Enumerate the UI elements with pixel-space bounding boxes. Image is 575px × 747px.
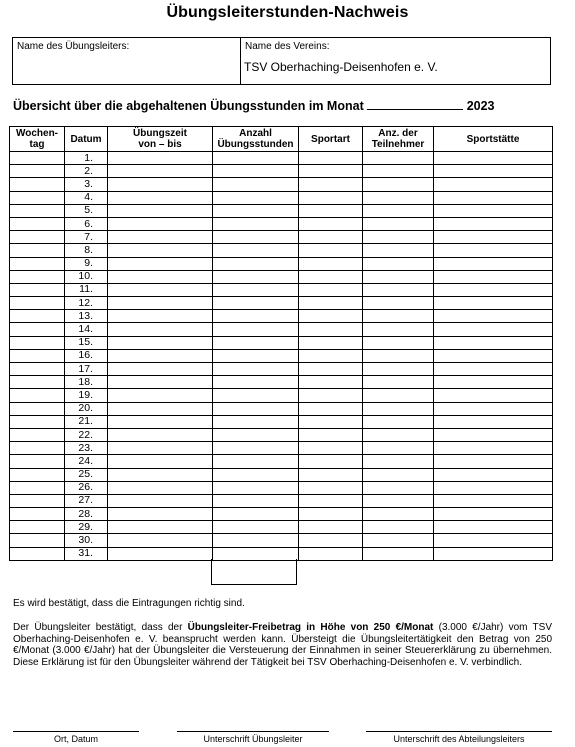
cell-sport[interactable] [299,310,363,323]
cell-sport[interactable] [299,297,363,310]
cell-venue[interactable] [434,415,553,428]
cell-venue[interactable] [434,270,553,283]
cell-venue[interactable] [434,521,553,534]
cell-venue[interactable] [434,323,553,336]
cell-hours[interactable] [213,534,299,547]
cell-time[interactable] [108,481,213,494]
cell-venue[interactable] [434,402,553,415]
cell-venue[interactable] [434,244,553,257]
cell-time[interactable] [108,257,213,270]
cell-date: 29. [65,521,108,534]
dept-head-signature-label: Unterschrift des Abteilungsleiters [393,734,525,744]
cell-sport[interactable] [299,508,363,521]
column-header-date: Datum [65,127,108,152]
cell-sport[interactable] [299,257,363,270]
cell-sport[interactable] [299,323,363,336]
cell-date: 30. [65,534,108,547]
cell-sport[interactable] [299,363,363,376]
month-blank-line[interactable] [367,98,463,110]
cell-date: 9. [65,257,108,270]
cell-hours[interactable] [213,415,299,428]
cell-hours[interactable] [213,336,299,349]
cell-hours[interactable] [213,204,299,217]
cell-sport[interactable] [299,191,363,204]
cell-weekday[interactable] [10,521,65,534]
cell-time[interactable] [108,191,213,204]
cell-time[interactable] [108,402,213,415]
cell-sport[interactable] [299,336,363,349]
cell-date: 12. [65,297,108,310]
cell-date: 20. [65,402,108,415]
table-row [10,152,553,165]
cell-participants[interactable] [363,323,434,336]
cell-sport[interactable] [299,349,363,362]
trainer-name-label: Name des Übungsleiters: [17,41,130,52]
table-row [10,442,553,455]
cell-sport[interactable] [299,178,363,191]
club-name-label: Name des Vereins: [245,41,330,52]
cell-participants[interactable] [363,508,434,521]
cell-venue[interactable] [434,508,553,521]
cell-weekday[interactable] [10,468,65,481]
cell-venue[interactable] [434,297,553,310]
cell-time[interactable] [108,283,213,296]
cell-weekday[interactable] [10,428,65,441]
cell-weekday[interactable] [10,547,65,560]
cell-weekday[interactable] [10,270,65,283]
signature-place-date[interactable] [13,731,139,744]
cell-sport[interactable] [299,494,363,507]
cell-weekday[interactable] [10,165,65,178]
cell-time[interactable] [108,152,213,165]
cell-date: 3. [65,178,108,191]
cell-date: 22. [65,428,108,441]
table-row [10,494,553,507]
cell-hours[interactable] [213,270,299,283]
table-row [10,468,553,481]
cell-participants[interactable] [363,521,434,534]
cell-venue[interactable] [434,231,553,244]
cell-hours[interactable] [213,231,299,244]
cell-sport[interactable] [299,534,363,547]
cell-time[interactable] [108,231,213,244]
overview-year: 2023 [466,99,495,113]
cell-sport[interactable] [299,521,363,534]
confirmation-text: Es wird bestätigt, dass die Eintragungen richtig sind. [13,598,245,609]
cell-hours[interactable] [213,455,299,468]
table-row [10,270,553,283]
table-row [10,481,553,494]
cell-time[interactable] [108,415,213,428]
table-row [10,376,553,389]
cell-sport[interactable] [299,283,363,296]
cell-participants[interactable] [363,178,434,191]
cell-weekday[interactable] [10,415,65,428]
cell-sport[interactable] [299,152,363,165]
cell-weekday[interactable] [10,455,65,468]
table-row [10,349,553,362]
table-header-row [10,127,553,152]
place-date-label: Ort, Datum [53,734,98,744]
cell-participants[interactable] [363,349,434,362]
club-name-value[interactable]: TSV Oberhaching-Deisenhofen e. V. [244,60,438,74]
table-row [10,508,553,521]
column-header-weekday: Wochen- tag [10,127,65,152]
cell-date: 8. [65,244,108,257]
cell-time[interactable] [108,468,213,481]
cell-time[interactable] [108,442,213,455]
cell-time[interactable] [108,204,213,217]
cell-date: 14. [65,323,108,336]
table-row [10,283,553,296]
cell-participants[interactable] [363,297,434,310]
cell-participants[interactable] [363,428,434,441]
cell-weekday[interactable] [10,376,65,389]
cell-weekday[interactable] [10,323,65,336]
table-row [10,257,553,270]
cell-participants[interactable] [363,191,434,204]
cell-participants[interactable] [363,547,434,560]
cell-participants[interactable] [363,481,434,494]
cell-time[interactable] [108,508,213,521]
cell-venue[interactable] [434,547,553,560]
table-row [10,336,553,349]
page-title: Übungsleiterstunden-Nachweis [166,4,409,21]
signature-line [366,731,552,732]
cell-weekday[interactable] [10,191,65,204]
cell-hours[interactable] [213,191,299,204]
cell-hours[interactable] [213,349,299,362]
cell-time[interactable] [108,547,213,560]
table-row [10,455,553,468]
cell-sport[interactable] [299,468,363,481]
table-row [10,402,553,415]
cell-time[interactable] [108,270,213,283]
cell-hours[interactable] [213,521,299,534]
cell-participants[interactable] [363,389,434,402]
cell-date: 26. [65,481,108,494]
column-header-participants: Anz. der Teilnehmer [363,127,434,152]
cell-participants[interactable] [363,204,434,217]
cell-participants[interactable] [363,402,434,415]
cell-venue[interactable] [434,152,553,165]
cell-participants[interactable] [363,494,434,507]
cell-sport[interactable] [299,231,363,244]
cell-hours[interactable] [213,442,299,455]
cell-weekday[interactable] [10,244,65,257]
cell-participants[interactable] [363,468,434,481]
table-row [10,428,553,441]
signature-trainer[interactable] [177,731,329,744]
cell-sport[interactable] [299,442,363,455]
cell-hours[interactable] [213,323,299,336]
table-row [10,204,553,217]
cell-date: 27. [65,494,108,507]
cell-weekday[interactable] [10,349,65,362]
cell-hours[interactable] [213,257,299,270]
cell-venue[interactable] [434,363,553,376]
cell-weekday[interactable] [10,231,65,244]
signature-dept-head[interactable] [366,731,552,744]
cell-participants[interactable] [363,376,434,389]
cell-date: 15. [65,336,108,349]
total-hours-box[interactable] [211,559,297,585]
cell-hours[interactable] [213,152,299,165]
cell-date: 1. [65,152,108,165]
cell-weekday[interactable] [10,494,65,507]
cell-time[interactable] [108,389,213,402]
cell-date: 6. [65,217,108,230]
table-row [10,178,553,191]
cell-time[interactable] [108,310,213,323]
cell-time[interactable] [108,428,213,441]
cell-venue[interactable] [434,257,553,270]
cell-weekday[interactable] [10,442,65,455]
trainer-name-field[interactable] [13,38,241,84]
table-row [10,231,553,244]
declaration-part2: (3.000 €/Jahr) vom TSV Oberhaching-Deisenhofen e. V. beansprucht werden kann. Übersteigt die Übungsleitertätigkeit den Betrag von 250 €/Monat (3.000 €/Jahr) hat der Übungsleiter die Versteuerung der Einnahmen in seiner Steuererklärung zu übernehmen. Diese Erklärung ist für den Übungsleiter während der Tätigkeit bei TSV Oberhaching-Deisenhofen e. V. verbindlich. [13,622,552,668]
declaration-part1: Der Übungsleiter bestätigt, dass der [13,622,188,633]
cell-time[interactable] [108,297,213,310]
cell-time[interactable] [108,455,213,468]
cell-weekday[interactable] [10,297,65,310]
cell-hours[interactable] [213,389,299,402]
cell-hours[interactable] [213,178,299,191]
cell-weekday[interactable] [10,217,65,230]
cell-venue[interactable] [434,310,553,323]
monthly-overview-heading [13,98,495,113]
cell-hours[interactable] [213,297,299,310]
cell-participants[interactable] [363,270,434,283]
cell-participants[interactable] [363,165,434,178]
cell-hours[interactable] [213,494,299,507]
cell-date: 13. [65,310,108,323]
column-header-venue: Sportstätte [434,127,553,152]
cell-sport[interactable] [299,481,363,494]
cell-sport[interactable] [299,428,363,441]
cell-time[interactable] [108,323,213,336]
hours-table [9,126,553,561]
cell-participants[interactable] [363,442,434,455]
cell-weekday[interactable] [10,481,65,494]
cell-date: 31. [65,547,108,560]
cell-time[interactable] [108,534,213,547]
cell-sport[interactable] [299,204,363,217]
cell-venue[interactable] [434,389,553,402]
table-row [10,389,553,402]
cell-participants[interactable] [363,283,434,296]
cell-venue[interactable] [434,494,553,507]
cell-participants[interactable] [363,231,434,244]
cell-weekday[interactable] [10,389,65,402]
cell-hours[interactable] [213,481,299,494]
cell-venue[interactable] [434,376,553,389]
cell-venue[interactable] [434,191,553,204]
cell-hours[interactable] [213,283,299,296]
cell-weekday[interactable] [10,204,65,217]
cell-venue[interactable] [434,165,553,178]
column-header-time: Übungszeit von – bis [108,127,213,152]
cell-hours[interactable] [213,217,299,230]
table-row [10,165,553,178]
cell-participants[interactable] [363,534,434,547]
cell-venue[interactable] [434,217,553,230]
cell-sport[interactable] [299,376,363,389]
cell-sport[interactable] [299,165,363,178]
club-name-field[interactable] [241,38,550,84]
table-row [10,217,553,230]
cell-participants[interactable] [363,217,434,230]
cell-venue[interactable] [434,468,553,481]
cell-venue[interactable] [434,336,553,349]
cell-venue[interactable] [434,204,553,217]
table-row [10,363,553,376]
cell-venue[interactable] [434,283,553,296]
cell-venue[interactable] [434,442,553,455]
cell-sport[interactable] [299,402,363,415]
cell-weekday[interactable] [10,310,65,323]
cell-time[interactable] [108,494,213,507]
cell-weekday[interactable] [10,283,65,296]
cell-venue[interactable] [434,455,553,468]
cell-hours[interactable] [213,508,299,521]
cell-sport[interactable] [299,217,363,230]
cell-date: 16. [65,349,108,362]
table-row [10,415,553,428]
cell-weekday[interactable] [10,534,65,547]
cell-participants[interactable] [363,310,434,323]
cell-participants[interactable] [363,363,434,376]
cell-hours[interactable] [213,165,299,178]
declaration-bold: Übungsleiter-Freibetrag in Höhe von 250 €/Monat [187,622,434,633]
table-row [10,244,553,257]
cell-hours[interactable] [213,244,299,257]
cell-date: 11. [65,283,108,296]
cell-participants[interactable] [363,415,434,428]
cell-hours[interactable] [213,363,299,376]
cell-date: 25. [65,468,108,481]
signature-line [13,731,139,732]
table-row [10,191,553,204]
cell-hours[interactable] [213,402,299,415]
cell-time[interactable] [108,244,213,257]
cell-time[interactable] [108,217,213,230]
cell-date: 19. [65,389,108,402]
cell-date: 10. [65,270,108,283]
cell-weekday[interactable] [10,257,65,270]
cell-weekday[interactable] [10,402,65,415]
declaration-paragraph [13,622,552,668]
cell-date: 23. [65,442,108,455]
cell-date: 17. [65,363,108,376]
cell-sport[interactable] [299,244,363,257]
cell-venue[interactable] [434,349,553,362]
cell-weekday[interactable] [10,336,65,349]
cell-time[interactable] [108,165,213,178]
cell-sport[interactable] [299,455,363,468]
cell-participants[interactable] [363,152,434,165]
cell-date: 4. [65,191,108,204]
cell-time[interactable] [108,521,213,534]
cell-venue[interactable] [434,428,553,441]
cell-date: 21. [65,415,108,428]
cell-date: 2. [65,165,108,178]
cell-sport[interactable] [299,389,363,402]
cell-weekday[interactable] [10,152,65,165]
cell-date: 28. [65,508,108,521]
cell-date: 5. [65,204,108,217]
cell-weekday[interactable] [10,363,65,376]
cell-hours[interactable] [213,468,299,481]
cell-participants[interactable] [363,244,434,257]
column-header-sport: Sportart [299,127,363,152]
cell-venue[interactable] [434,481,553,494]
cell-participants[interactable] [363,257,434,270]
table-row [10,310,553,323]
cell-participants[interactable] [363,336,434,349]
cell-date: 7. [65,231,108,244]
overview-text: Übersicht über die abgehaltenen Übungsstunden im Monat [13,99,364,113]
table-row [10,534,553,547]
cell-time[interactable] [108,349,213,362]
cell-sport[interactable] [299,547,363,560]
cell-venue[interactable] [434,534,553,547]
header-info-box [12,37,551,85]
cell-time[interactable] [108,376,213,389]
table-row [10,297,553,310]
cell-hours[interactable] [213,310,299,323]
table-row [10,323,553,336]
table-row [10,521,553,534]
trainer-signature-label: Unterschrift Übungsleiter [203,734,303,744]
cell-date: 24. [65,455,108,468]
cell-hours[interactable] [213,428,299,441]
cell-time[interactable] [108,178,213,191]
cell-date: 18. [65,376,108,389]
cell-weekday[interactable] [10,178,65,191]
cell-sport[interactable] [299,415,363,428]
column-header-hours: Anzahl Übungsstunden [213,127,299,152]
cell-weekday[interactable] [10,508,65,521]
cell-time[interactable] [108,363,213,376]
signature-line [177,731,329,732]
cell-venue[interactable] [434,178,553,191]
cell-hours[interactable] [213,376,299,389]
cell-time[interactable] [108,336,213,349]
cell-participants[interactable] [363,455,434,468]
cell-sport[interactable] [299,270,363,283]
